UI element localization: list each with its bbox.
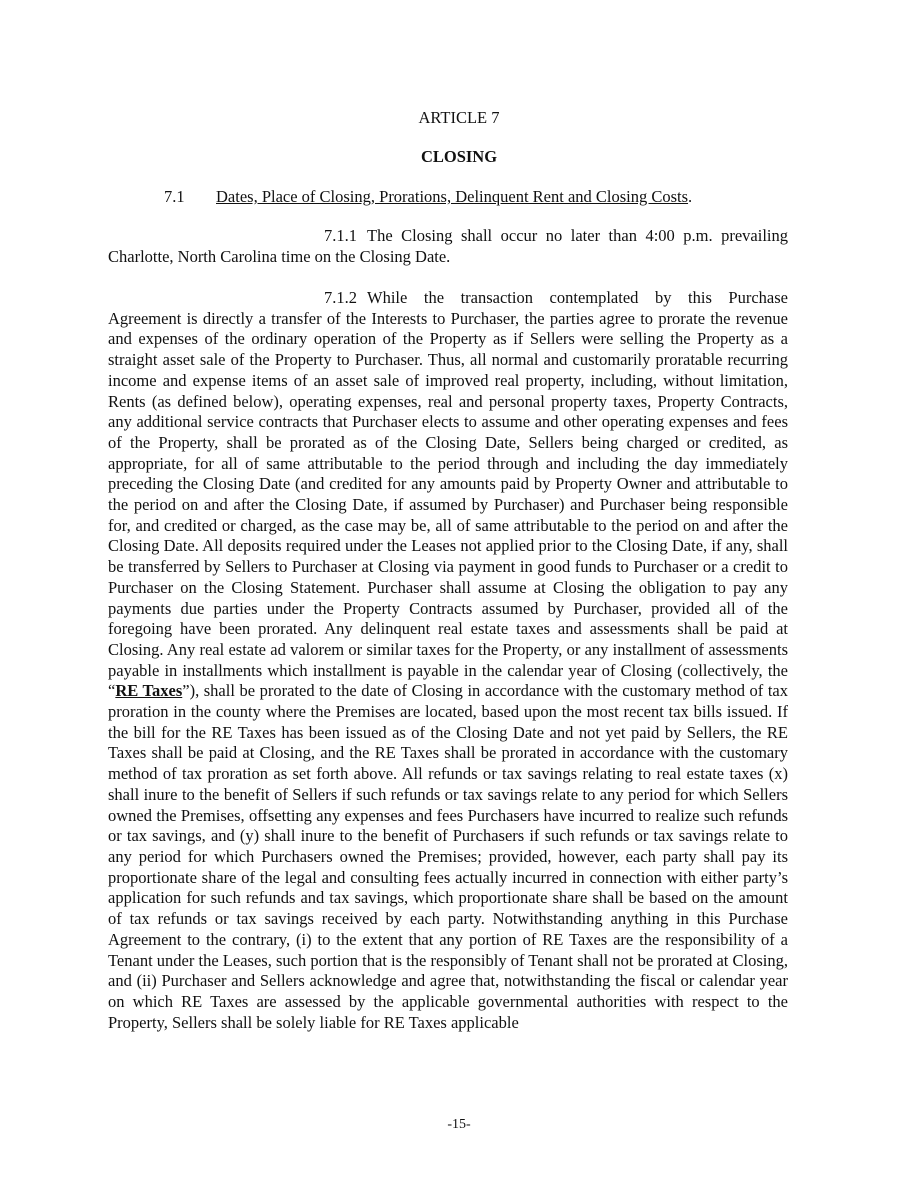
- paragraph-7-1-1: [108, 226, 788, 267]
- paragraph-text-before: While the transaction contemplated by this Purchase Agreement is directly a transfer of the Interests to Purchaser, the parties agree to prorate the revenue and expenses of the ordinary operation of the Property as if Sellers were selling the Property as a straight asset sale of the Property to Purchaser. Thus, all normal and customarily proratable recurring income and expense items of an asset sale of improved real property, including, without limitation, Rents (as defined below), operating expenses, real and personal property taxes, Property Contracts, any additional service contracts that Purchaser elects to assume and other operating expenses and fees of the Property, shall be prorated as of the Closing Date, Sellers being charged or credited, as appropriate, for all of same attributable to the period through and including the day immediately preceding the Closing Date (and credited for any amounts paid by Property Owner and attributable to the period on and after the Closing Date, if assumed by Purchaser) and Purchaser being responsible for, and credited or charged, as the case may be, all of same attributable to the period on and after the Closing Date. All deposits required under the Leases not applied prior to the Closing Date, if any, shall be transferred by Sellers to Purchaser at Closing via payment in good funds to Purchaser or a credit to Purchaser on the Closing Statement. Purchaser shall assume at Closing the obligation to pay any payments due parties under the Property Contracts assumed by Purchaser, provided all of the foregoing have been prorated. Any delinquent real estate taxes and assessments shall be paid at Closing. Any real estate ad valorem or similar taxes for the Property, or any installment of assessments payable in installments which installment is payable in the calendar year of Closing (collectively, the “: [108, 288, 788, 701]
- article-title: CLOSING: [420, 147, 498, 166]
- defined-term-re-taxes: RE Taxes: [115, 681, 183, 701]
- paragraph-7-1-2: [108, 288, 788, 1033]
- paragraph-text-after: ”), shall be prorated to the date of Closing in accordance with the customary method of tax proration in the county where the Premises are located, based upon the most recent tax bills issued. If the bill for the RE Taxes has been issued as of the Closing Date and not yet paid by Sellers, the RE Taxes shall be paid at Closing, and the RE Taxes shall be prorated in accordance with the customary method of tax proration as set forth above. All refunds or tax savings relating to real estate taxes (x) shall inure to the benefit of Sellers if such refunds or tax savings relate to any period for which Sellers owned the Premises, offsetting any expenses and fees Purchasers have incurred to realize such refunds or tax savings, and (y) shall inure to the benefit of Purchasers if such refunds or tax savings relate to any period for which Purchasers owned the Premises; provided, however, each party shall pay its proportionate share of the legal and consulting fees actually incurred in connection with either party’s application for such refunds and tax savings, which proportionate share shall be based on the amount of tax refunds or tax savings received by each party. Notwithstanding anything in this Purchase Agreement to the contrary, (i) to the extent that any portion of RE Taxes are the responsibility of a Tenant under the Leases, such portion that is the responsibly of Tenant shall not be prorated at Closing, and (ii) Purchaser and Sellers acknowledge and agree that, notwithstanding the fiscal or calendar year on which RE Taxes are assessed by the applicable governmental authorities with respect to the Property, Sellers shall be solely liable for RE Taxes applicable: [108, 681, 788, 1032]
- section-title-suffix: .: [688, 187, 693, 206]
- paragraph-text: The Closing shall occur no later than 4:00 p.m. prevailing Charlotte, North Carolina time on the Closing Date.: [108, 226, 788, 266]
- section-title: Dates, Place of Closing, Prorations, Delinquent Rent and Closing Costs: [216, 187, 689, 206]
- paragraph-number: 7.1.1: [324, 226, 357, 245]
- section-number: 7.1: [164, 187, 185, 206]
- section-title-wrapper: [216, 187, 692, 207]
- paragraph-number: 7.1.2: [324, 288, 357, 307]
- article-number: ARTICLE 7: [418, 108, 500, 127]
- page-number: -15-: [447, 1117, 471, 1132]
